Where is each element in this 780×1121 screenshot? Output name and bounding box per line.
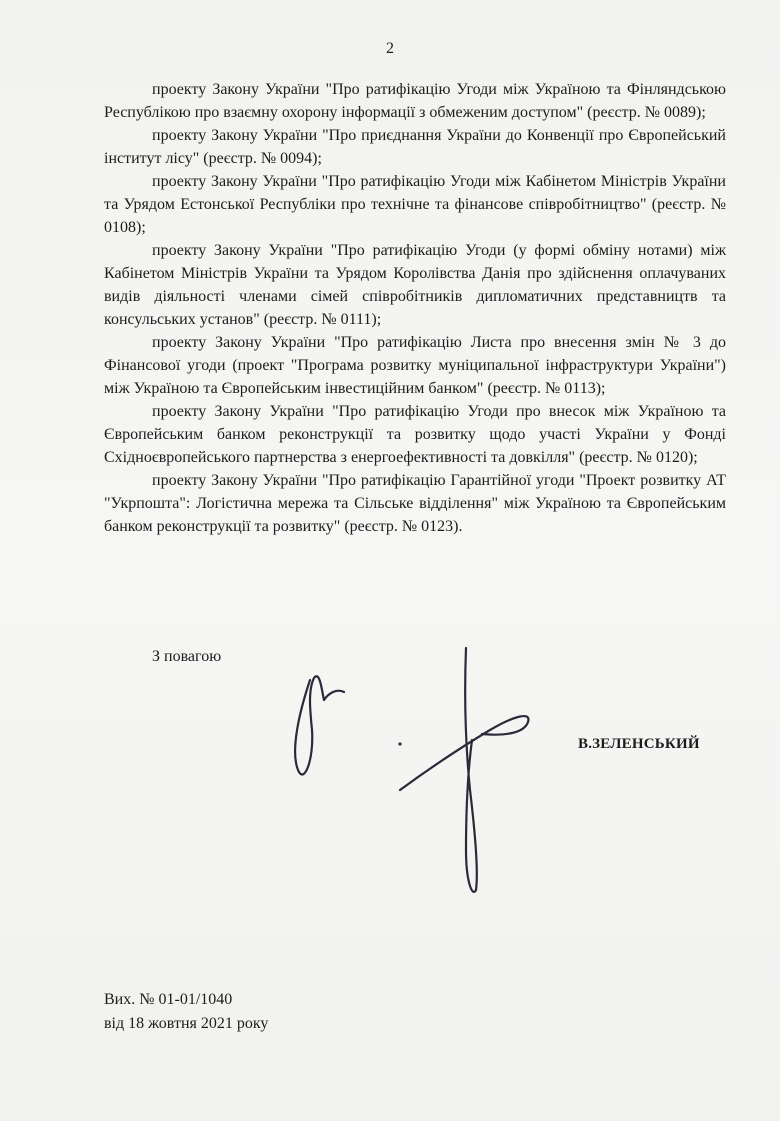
outgoing-reference xyxy=(104,988,268,1036)
handwritten-signature xyxy=(270,640,570,900)
paragraph-0108: проекту Закону України "Про ратифікацію Угоди між Кабінетом Міністрів України та Урядом Естонської Республіки про технічне та фінансове співробітництво" (реєстр. № 0108); xyxy=(104,173,726,236)
paragraph-0113: проекту Закону України "Про ратифікацію Листа про внесення змін № 3 до Фінансової угоди (проект "Програма розвитку муніципальної інфраструктури України") між Україною та Європейським інвестиційним банком" (реєстр. № 0113); xyxy=(104,334,726,397)
signer-name: В.ЗЕЛЕНСЬКИЙ xyxy=(578,736,700,752)
paragraph-0120: проекту Закону України "Про ратифікацію Угоди про внесок між Україною та Європейським банком реконструкції та розвитку щодо участі України у Фонді Східноєвропейського партнерства з енергоефективності та довкілля" (реєстр. № 0120); xyxy=(104,403,726,466)
body-text xyxy=(104,78,726,538)
outgoing-number: Вих. № 01-01/1040 xyxy=(104,991,233,1008)
paragraph-0089: проекту Закону України "Про ратифікацію Угоди між Україною та Фінляндською Республікою про взаємну охорону інформації з обмеженим доступом" (реєстр. № 0089); xyxy=(104,81,726,121)
outgoing-date: від 18 жовтня 2021 року xyxy=(104,1015,269,1032)
paragraph-0111: проекту Закону України "Про ратифікацію Угоди (у формі обміну нотами) між Кабінетом Міністрів України та Урядом Королівства Данія про здійснення оплачуваних видів діяльності членами сімей співробітників дипломатичних представництв та консульських установ" (реєстр. № 0111); xyxy=(104,242,726,328)
closing-phrase: З повагою xyxy=(152,648,222,665)
paragraph-0123: проекту Закону України "Про ратифікацію Гарантійної угоди "Проект розвитку АТ "Укрпошта": Логістична мережа та Сільське відділення" між Україною та Європейським банком реконструкції та розвитку" (реєстр. № 0123). xyxy=(104,472,726,535)
page-number: 2 xyxy=(386,40,394,57)
paragraph-0094: проекту Закону України "Про приєднання України до Конвенції про Європейський інститут лісу" (реєстр. № 0094); xyxy=(104,127,726,167)
